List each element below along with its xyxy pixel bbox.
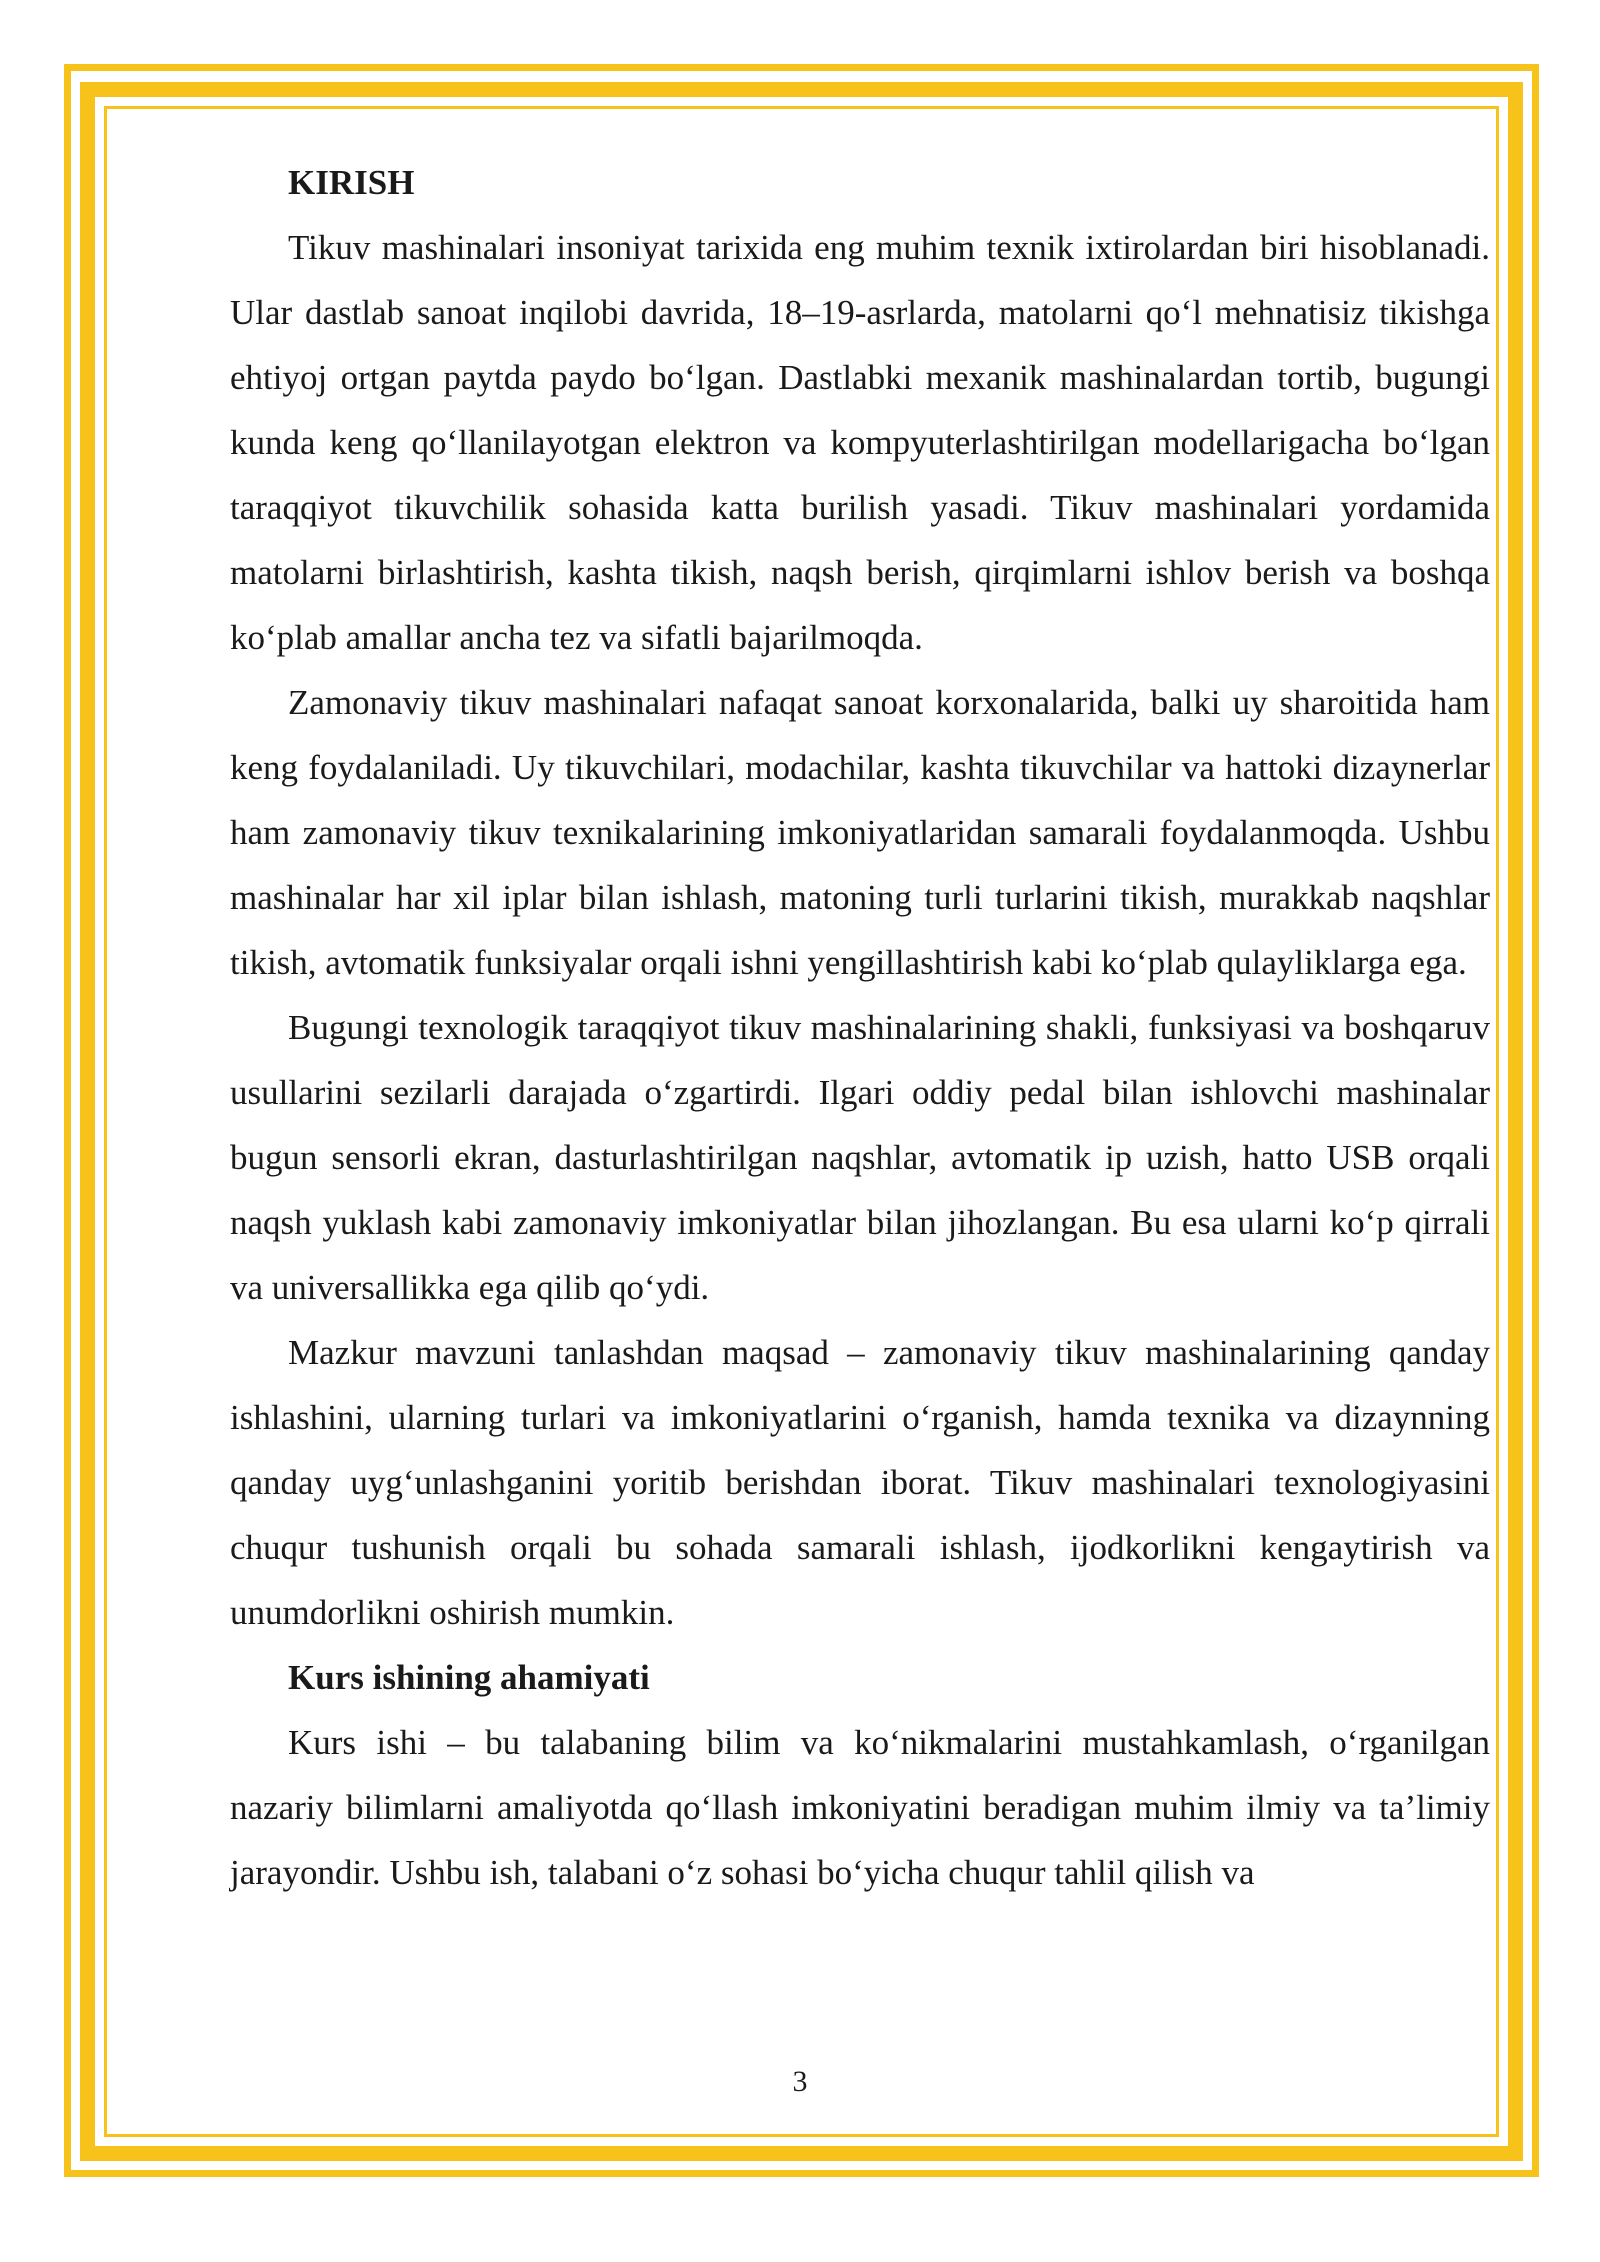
paragraph-intro-1: Tikuv mashinalari insoniyat tarixida eng muhim texnik ixtirolardan biri hisoblanadi. Ular dastlab sanoat inqilobi davrida, 18–19-asrlarda, matolarni qo‘l mehnatisiz tikishga ehtiyoj ortgan paytda paydo bo‘lgan. Dastlabki mexanik mashinalardan tortib, bugungi kunda keng qo‘llanilayotgan elektron va kompyuterlashtirilgan modellarigacha bo‘lgan taraqqiyot tikuvchilik sohasida katta burilish yasadi. Tikuv mashinalari yordamida matolarni birlashtirish, kashta tikish, naqsh berish, qirqimlarni ishlov berish va boshqa ko‘plab amallar ancha tez va sifatli bajarilmoqda. (230, 228, 1490, 657)
page-number: 3 (792, 2065, 808, 2098)
paragraph-intro-2: Zamonaviy tikuv mashinalari nafaqat sanoat korxonalarida, balki uy sharoitida ham keng foydalaniladi. Uy tikuvchilari, modachilar, kashta tikuvchilar va hattoki dizaynerlar ham zamonaviy tikuv texnikalarining imkoniyatlaridan samarali foydalanmoqda. Ushbu mashinalar har xil iplar bilan ishlash, matoning turli turlarini tikish, murakkab naqshlar tikish, avtomatik funksiyalar orqali ishni yengillashtirish kabi ko‘plab qulayliklarga ega. (230, 683, 1490, 982)
section-heading-kirish: KIRISH (288, 163, 415, 202)
page-content (230, 150, 1490, 1905)
paragraph-intro-3: Bugungi texnologik taraqqiyot tikuv mashinalarining shakli, funksiyasi va boshqaruv usullarini sezilarli darajada o‘zgartirdi. Ilgari oddiy pedal bilan ishlovchi mashinalar bugun sensorli ekran, dasturlashtirilgan naqshlar, avtomatik ip uzish, hatto USB orqali naqsh yuklash kabi zamonaviy imkoniyatlar bilan jihozlangan. Bu esa ularni ko‘p qirrali va universallikka ega qilib qo‘ydi. (230, 1008, 1490, 1307)
paragraph-importance-1: Kurs ishi – bu talabaning bilim va ko‘nikmalarini mustahkamlash, o‘rganilgan nazariy bilimlarni amaliyotda qo‘llash imkoniyatini beradigan muhim ilmiy va ta’limiy jarayondir. Ushbu ish, talabani o‘z sohasi bo‘yicha chuqur tahlil qilish va (230, 1723, 1490, 1892)
section-heading-importance: Kurs ishining ahamiyati (288, 1658, 650, 1697)
paragraph-intro-4: Mazkur mavzuni tanlashdan maqsad – zamonaviy tikuv mashinalarining qanday ishlashini, ularning turlari va imkoniyatlarini o‘rganish, hamda texnika va dizaynning qanday uyg‘unlashganini yoritib berishdan iborat. Tikuv mashinalari texnologiyasini chuqur tushunish orqali bu sohada samarali ishlash, ijodkorlikni kengaytirish va unumdorlikni oshirish mumkin. (230, 1333, 1490, 1632)
